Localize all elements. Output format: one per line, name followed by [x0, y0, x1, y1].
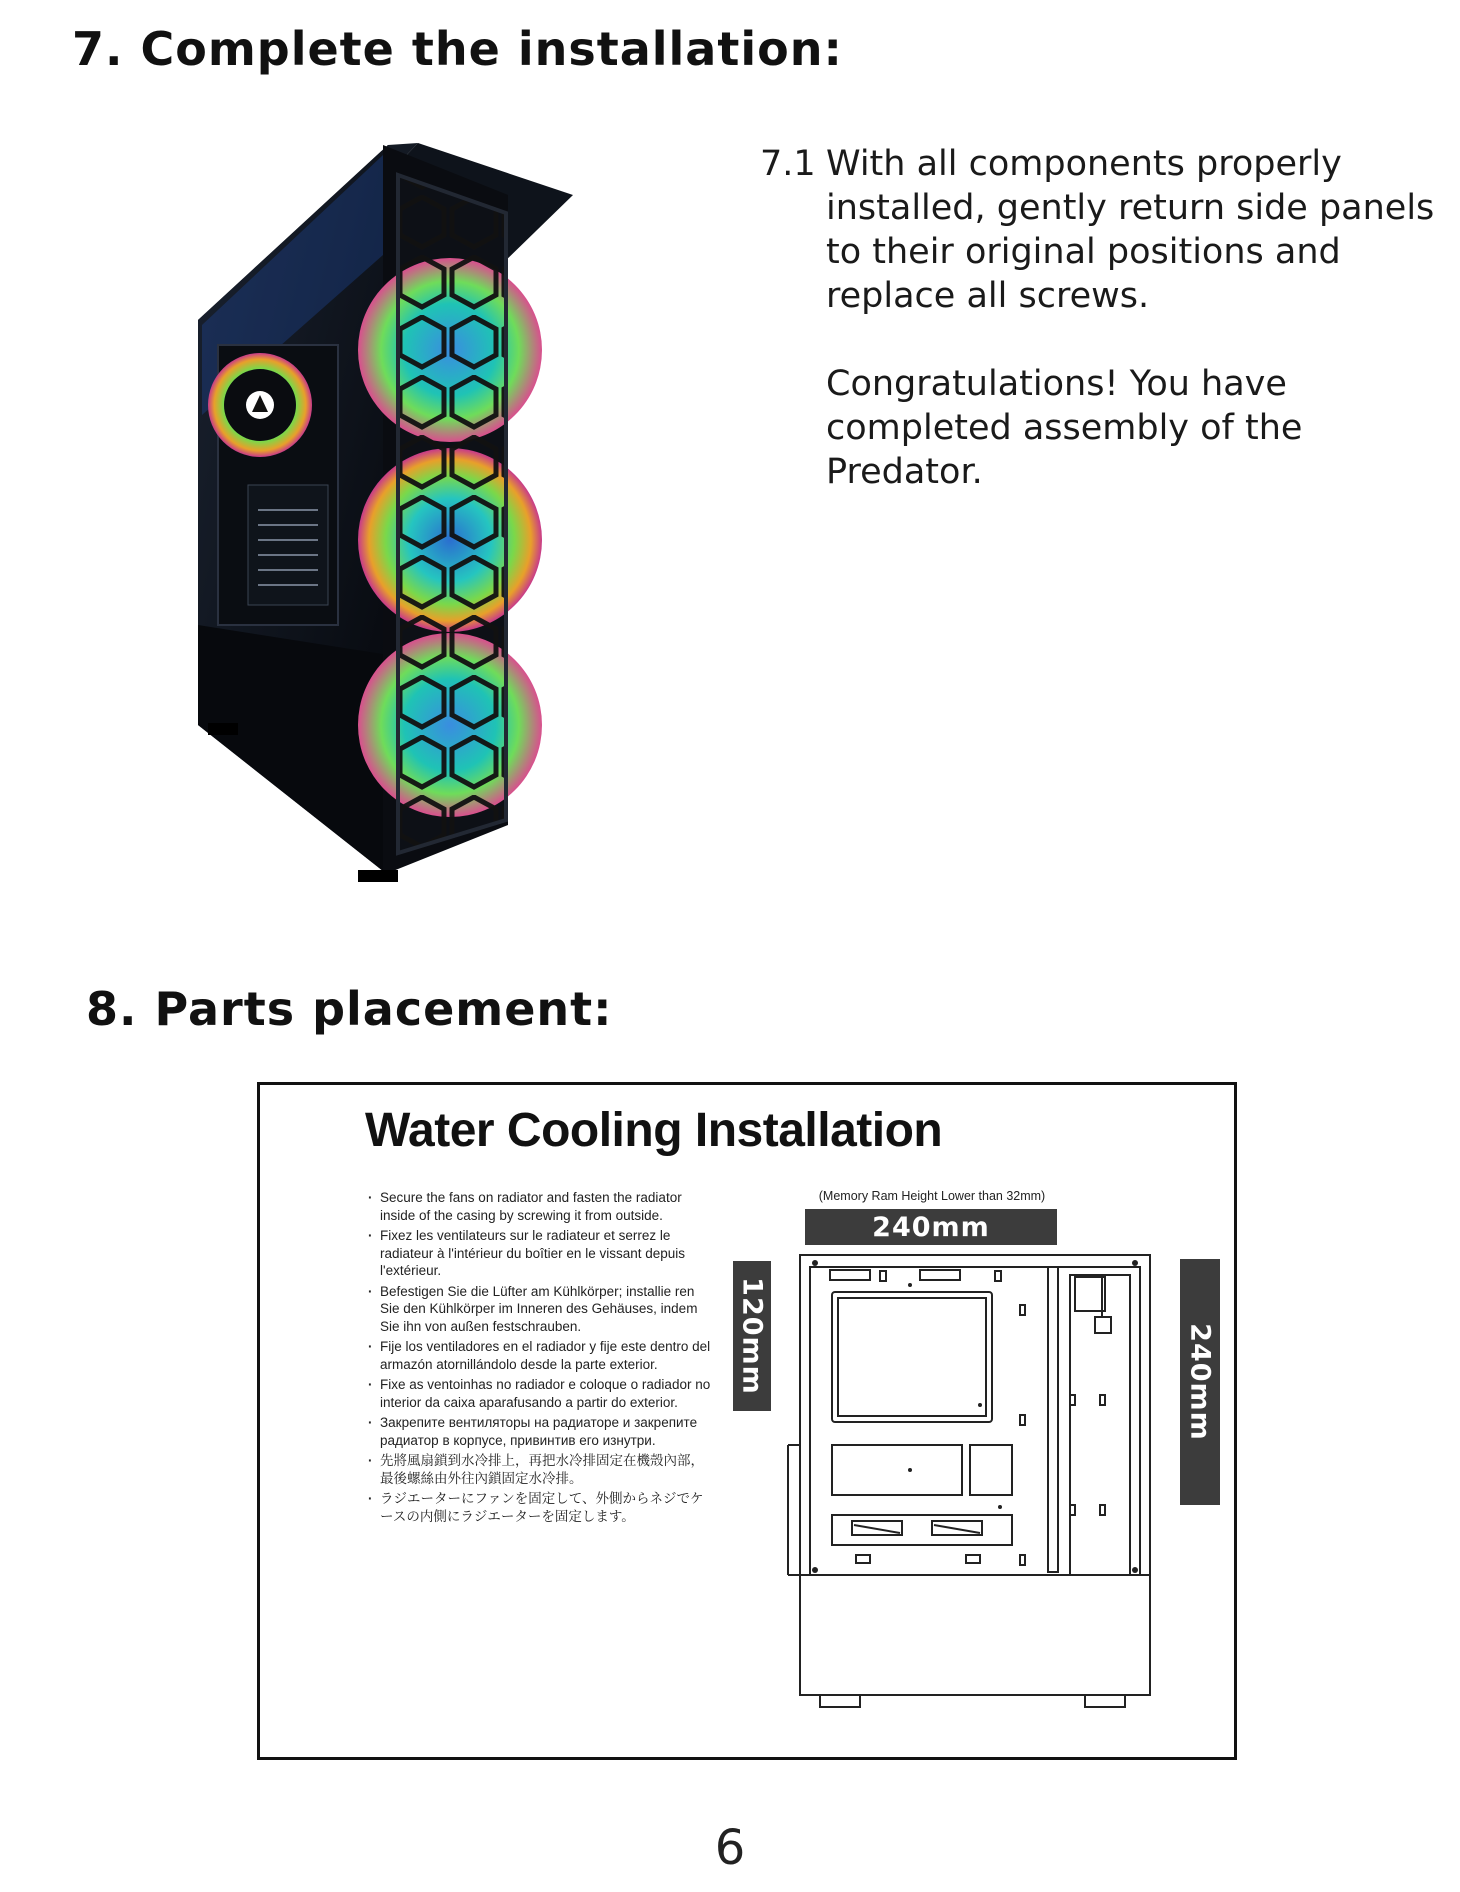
- instruction-fr: · Fixez les ventilateurs sur le radiateur et serrez le radiateur à l'intérieur du boîtier en le vissant depuis l'extérieur.: [368, 1227, 713, 1280]
- instruction-es: · Fije los ventiladores en el radiador y fije este dentro del armazón atornillándolo desde la parte exterior.: [368, 1338, 713, 1373]
- section-7-heading: 7. Complete the installation:: [72, 22, 843, 76]
- instruction-ja: · ラジエーターにファンを固定して、外側からネジでケースの内側にラジエーターを固定します。: [368, 1490, 713, 1525]
- pc-case-image: [188, 135, 628, 885]
- dimension-label-top: 240mm: [805, 1209, 1057, 1245]
- dimension-label-right: [1180, 1259, 1220, 1505]
- dimension-left-text: 120mm: [736, 1277, 768, 1395]
- case-line-diagram: [770, 1245, 1180, 1715]
- instruction-en: · Secure the fans on radiator and fasten the radiator inside of the casing by screwing it from outside.: [368, 1189, 713, 1224]
- step-7-1: [760, 142, 1440, 494]
- step-text: With all components properly installed, gently return side panels to their original positions and replace all screws.: [826, 144, 1435, 316]
- instruction-de: · Befestigen Sie die Lüfter am Kühlkörper; installie ren Sie den Kühlkörper im Inneren des Gehäuses, indem Sie ihn von außen festschrauben.: [368, 1283, 713, 1336]
- instruction-ru: · Закрепите вентиляторы на радиаторе и закрепите радиатор в корпусе, привинтив его изнутри.: [368, 1414, 713, 1449]
- water-cooling-figure: [257, 1082, 1237, 1760]
- instruction-pt: · Fixe as ventoinhas no radiador e coloque o radiador no interior da caixa aparafusando a partir do exterior.: [368, 1376, 713, 1411]
- section-8-heading: 8. Parts placement:: [86, 982, 613, 1036]
- congratulations-text: Congratulations! You have completed assembly of the Predator.: [826, 364, 1303, 492]
- instruction-list: [368, 1189, 713, 1528]
- page-number: 6: [714, 1820, 746, 1876]
- dimension-label-left: [733, 1261, 771, 1411]
- instruction-zh: · 先將風扇鎖到水冷排上，再把水冷排固定在機殼內部，最後螺絲由外往內鎖固定水冷排。: [368, 1452, 713, 1487]
- step-number: 7.1: [760, 144, 816, 184]
- dimension-right-text: 240mm: [1184, 1323, 1216, 1441]
- figure-title: Water Cooling Installation: [365, 1104, 943, 1157]
- memory-ram-note: (Memory Ram Height Lower than 32mm): [818, 1189, 1046, 1203]
